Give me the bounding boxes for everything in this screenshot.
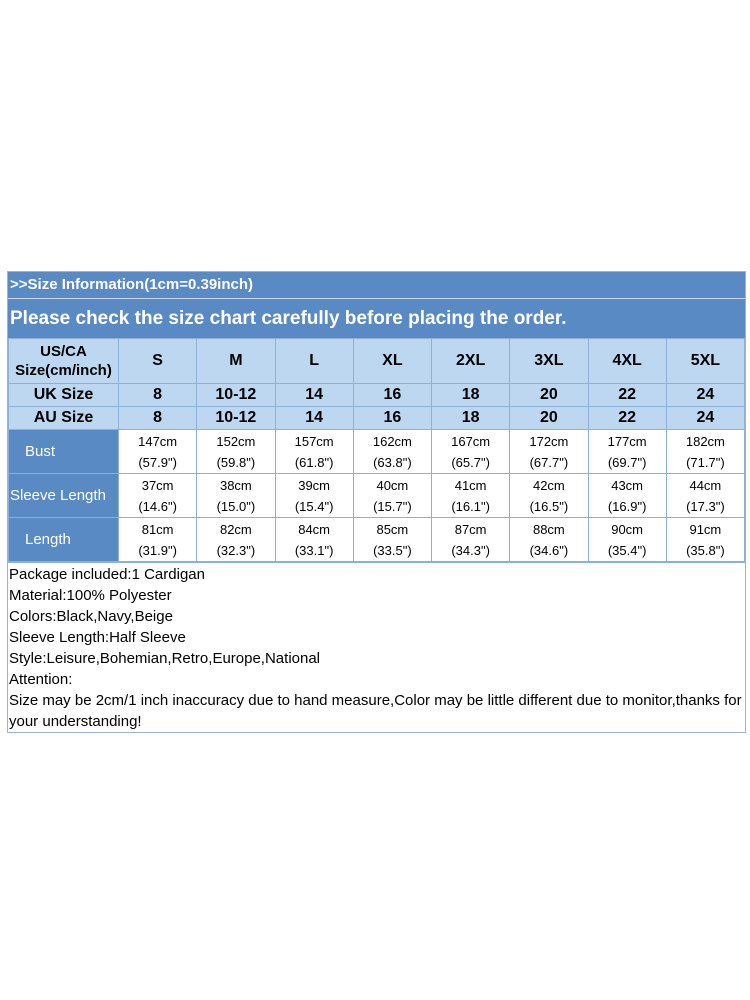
inch-value: (16.9") — [607, 498, 647, 514]
inch-value: (61.8") — [294, 454, 334, 470]
measurement-cell — [275, 430, 353, 474]
cm-value: 81cm — [141, 521, 174, 537]
cm-value: 43cm — [611, 477, 644, 493]
measurement-cell — [510, 518, 588, 562]
inch-value: (67.7") — [529, 454, 569, 470]
inch-value: (63.8") — [373, 454, 412, 470]
inch-value: (15.4") — [294, 498, 334, 514]
inch-value: (16.1") — [451, 498, 490, 514]
cm-value: 82cm — [219, 521, 252, 537]
uk-size-cell: 20 — [510, 384, 588, 407]
au-size-cell: 22 — [588, 407, 666, 430]
measurement-row — [9, 474, 745, 518]
measurement-label: Sleeve Length — [9, 474, 119, 518]
cm-value: 91cm — [689, 521, 722, 537]
inch-value: (33.5") — [373, 542, 412, 558]
measurement-cell — [119, 474, 197, 518]
measurement-cell — [197, 474, 275, 518]
au-size-cell: 18 — [432, 407, 510, 430]
inch-value: (34.6") — [529, 542, 569, 558]
au-size-cell: 14 — [275, 407, 353, 430]
measurement-cell — [197, 518, 275, 562]
measurement-cell — [353, 474, 431, 518]
measurement-cell — [510, 474, 588, 518]
note-sleeve: Sleeve Length:Half Sleeve — [9, 629, 186, 646]
cm-value: 41cm — [454, 477, 487, 493]
measurement-cell — [432, 474, 510, 518]
corner-line-2: Size(cm/inch) — [15, 362, 112, 379]
cm-value: 182cm — [685, 433, 725, 449]
inch-value: (32.3") — [216, 542, 256, 558]
au-size-cell: 8 — [119, 407, 197, 430]
size-col-header: 5XL — [666, 339, 744, 384]
au-size-cell: 20 — [510, 407, 588, 430]
measurement-cell — [353, 430, 431, 474]
cm-value: 42cm — [532, 477, 565, 493]
size-header-row — [9, 339, 745, 384]
uk-size-cell: 18 — [432, 384, 510, 407]
measurement-cell — [119, 430, 197, 474]
measurement-cell — [510, 430, 588, 474]
au-size-row — [9, 407, 745, 430]
size-info-banner — [8, 272, 745, 338]
cm-value: 84cm — [298, 521, 331, 537]
measurement-cell — [197, 430, 275, 474]
au-size-cell: 24 — [666, 407, 744, 430]
inch-value: (34.3") — [451, 542, 490, 558]
inch-value: (35.4") — [607, 542, 647, 558]
cm-value: 162cm — [372, 433, 412, 449]
uk-size-cell: 22 — [588, 384, 666, 407]
measurement-cell — [432, 518, 510, 562]
measurement-label: Bust — [9, 430, 119, 474]
note-package: Package included:1 Cardigan — [9, 566, 205, 583]
inch-value: (69.7") — [607, 454, 647, 470]
note-colors: Colors:Black,Navy,Beige — [9, 608, 173, 625]
measurement-cell — [432, 430, 510, 474]
measurement-cell — [353, 518, 431, 562]
measurement-row — [9, 430, 745, 474]
measurement-cell — [119, 518, 197, 562]
uk-size-cell: 14 — [275, 384, 353, 407]
cm-value: 40cm — [376, 477, 409, 493]
inch-value: (17.3") — [686, 498, 725, 514]
measurement-cell — [666, 474, 744, 518]
size-col-header: S — [119, 339, 197, 384]
note-material: Material:100% Polyester — [9, 587, 172, 604]
size-chart — [7, 271, 746, 733]
uk-size-cell: 10-12 — [197, 384, 275, 407]
cm-value: 85cm — [376, 521, 409, 537]
cm-value: 157cm — [294, 433, 334, 449]
au-size-label: AU Size — [9, 407, 119, 430]
corner-header — [9, 339, 119, 384]
cm-value: 90cm — [611, 521, 644, 537]
measurement-cell — [588, 430, 666, 474]
cm-value: 87cm — [454, 521, 487, 537]
uk-size-cell: 24 — [666, 384, 744, 407]
cm-value: 172cm — [529, 433, 569, 449]
cm-value: 44cm — [689, 477, 722, 493]
size-table — [8, 338, 745, 562]
inch-value: (15.7") — [373, 498, 412, 514]
cm-value: 39cm — [298, 477, 331, 493]
cm-value: 37cm — [141, 477, 174, 493]
cm-value: 147cm — [138, 433, 178, 449]
au-size-cell: 10-12 — [197, 407, 275, 430]
inch-value: (71.7") — [686, 454, 725, 470]
inch-value: (14.6") — [138, 498, 177, 514]
uk-size-cell: 16 — [353, 384, 431, 407]
inch-value: (59.8") — [216, 454, 256, 470]
measurement-cell — [666, 430, 744, 474]
size-col-header: XL — [353, 339, 431, 384]
uk-size-row — [9, 384, 745, 407]
cm-value: 38cm — [219, 477, 252, 493]
measurement-label: Length — [9, 518, 119, 562]
uk-size-cell: 8 — [119, 384, 197, 407]
inch-value: (57.9") — [138, 454, 177, 470]
inch-value: (65.7") — [451, 454, 490, 470]
cm-value: 177cm — [607, 433, 647, 449]
size-info-title: >>Size Information(1cm=0.39inch) — [8, 272, 745, 299]
size-col-header: M — [197, 339, 275, 384]
size-col-header: 2XL — [432, 339, 510, 384]
inch-value: (35.8") — [686, 542, 725, 558]
corner-line-1: US/CA — [40, 343, 87, 360]
note-attention: Attention: — [9, 671, 73, 688]
measurement-cell — [666, 518, 744, 562]
inch-value: (31.9") — [138, 542, 177, 558]
measurement-row — [9, 518, 745, 562]
inch-value: (16.5") — [529, 498, 569, 514]
inch-value: (33.1") — [294, 542, 334, 558]
cm-value: 88cm — [532, 521, 565, 537]
cm-value: 152cm — [216, 433, 256, 449]
note-disclaimer: Size may be 2cm/1 inch inaccuracy due to hand measure,Color may be little different due to monitor,thanks for your understanding! — [9, 692, 742, 730]
measurement-cell — [588, 474, 666, 518]
uk-size-label: UK Size — [9, 384, 119, 407]
measurement-cell — [588, 518, 666, 562]
size-notice: Please check the size chart carefully before placing the order. — [10, 308, 567, 329]
note-style: Style:Leisure,Bohemian,Retro,Europe,National — [9, 650, 321, 667]
measurement-cell — [275, 474, 353, 518]
cm-value: 167cm — [451, 433, 491, 449]
au-size-cell: 16 — [353, 407, 431, 430]
measurement-cell — [275, 518, 353, 562]
inch-value: (15.0") — [216, 498, 256, 514]
product-notes — [8, 562, 745, 732]
size-col-header: L — [275, 339, 353, 384]
size-col-header: 4XL — [588, 339, 666, 384]
size-col-header: 3XL — [510, 339, 588, 384]
